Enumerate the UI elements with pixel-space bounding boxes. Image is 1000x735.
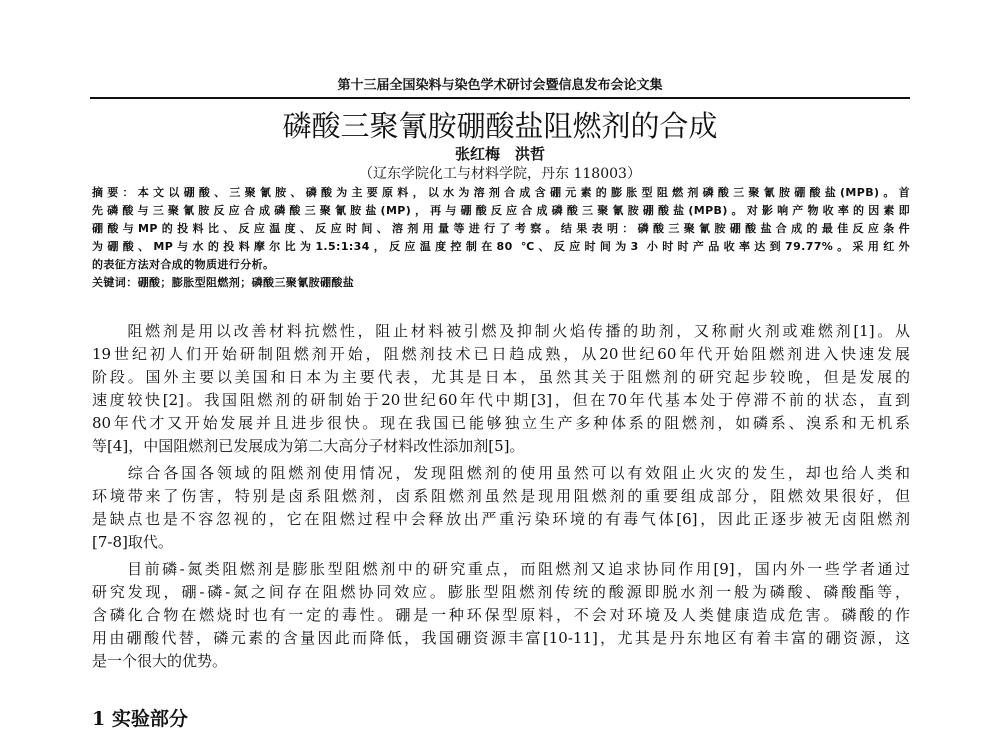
body-line: 速度较快[2]。我国阻燃剂的研制始于20世纪60年代中期[3]，但在70年代基本处于停滞不前的状态，直到	[92, 391, 910, 409]
section-heading: 1 实验部分	[92, 708, 188, 730]
body-line: 阻燃剂是用以改善材料抗燃性，阻止材料被引燃及抑制火焰传播的助剂，又称耐火剂或难燃剂[1]。从	[92, 322, 910, 340]
authors: 张红梅 洪哲	[454, 145, 545, 163]
header-rule	[90, 97, 910, 99]
running-header: 第十三届全国染料与染色学术研讨会暨信息发布会论文集	[337, 78, 663, 93]
body-line: 用由硼酸代替，磷元素的含量因此而降低，我国硼资源丰富[10-11]，尤其是丹东地区有着丰富的硼资源，这	[92, 629, 910, 647]
body-line: 含磷化合物在燃烧时也有一定的毒性。硼是一种环保型原料，不会对环境及人类健康造成危害。磷酸的作	[92, 606, 910, 624]
keywords	[92, 274, 910, 292]
body-line: 是一个很大的优势。	[92, 652, 228, 670]
affiliation: （辽东学院化工与材料学院，丹东 118003）	[359, 166, 641, 182]
abstract-line: 为硼酸、MP与水的投料摩尔比为1.5:1:34，反应温度控制在80 ℃、反应时间为3 小时时产品收率达到79.77%。采用红外	[92, 240, 910, 253]
body-line: 19世纪初人们开始研制阻燃剂开始，阻燃剂技术已日趋成熟，从20世纪60年代开始阻燃剂进入快速发展	[92, 345, 910, 363]
abstract-line: 的表征方法对合成的物质进行分析。	[92, 258, 275, 271]
body-line: 阶段。国外主要以美国和日本为主要代表，尤其是日本，虽然其关于阻燃剂的研究起步较晚，但是发展的	[92, 368, 910, 386]
body-line: 80年代才又开始发展并且进步很快。现在我国已能够独立生产多种体系的阻燃剂，如磷系、溴系和无机系	[92, 414, 910, 432]
body-line: 目前磷-氮类阻燃剂是膨胀型阻燃剂中的研究重点，而阻燃剂又追求协同作用[9]，国内外一些学者通过	[92, 560, 910, 578]
body-line: 综合各国各领域的阻燃剂使用情况，发现阻燃剂的使用虽然可以有效阻止火灾的发生，却也给人类和	[92, 464, 910, 482]
abstract-label: 摘要：	[92, 186, 138, 199]
abstract-line: 摘要：本文以硼酸、三聚氰胺、磷酸为主要原料，以水为溶剂合成含硼元素的膨胀型阻燃剂磷酸三聚氰胺硼酸盐(MPB)。首	[92, 186, 910, 199]
keywords-text: 硼酸；膨胀型阻燃剂；磷酸三聚氰胺硼酸盐	[137, 276, 355, 289]
body-line: [7-8]取代。	[92, 533, 173, 551]
body-line: 环境带来了伤害，特别是卤系阻燃剂，卤系阻燃剂虽然是现用阻燃剂的重要组成部分，阻燃效果很好，但	[92, 487, 910, 505]
paper-title: 磷酸三聚氰胺硼酸盐阻燃剂的合成	[282, 109, 718, 143]
abstract-line: 先磷酸与三聚氰胺反应合成磷酸三聚氰胺盐(MP)，再与硼酸反应合成磷酸三聚氰胺硼酸盐(MPB)。对影响产物收率的因素即	[92, 204, 910, 217]
body-line: 是缺点也是不容忽视的，它在阻燃过程中会释放出严重污染环境的有毒气体[6]，因此正逐步被无卤阻燃剂	[92, 510, 910, 528]
body-line: 研究发现，硼-磷-氮之间存在阻燃协同效应。膨胀型阻燃剂传统的酸源即脱水剂一般为磷酸、磷酸酯等，	[92, 583, 910, 601]
abstract-line: 硼酸与MP的投料比、反应温度、反应时间、溶剂用量等进行了考察。结果表明：磷酸三聚氰胺硼酸盐合成的最佳反应条件	[92, 222, 910, 235]
keywords-label: 关键词：	[92, 276, 138, 289]
body-line: 等[4]，中国阻燃剂已发展成为第二大高分子材料改性添加剂[5]。	[92, 437, 525, 455]
